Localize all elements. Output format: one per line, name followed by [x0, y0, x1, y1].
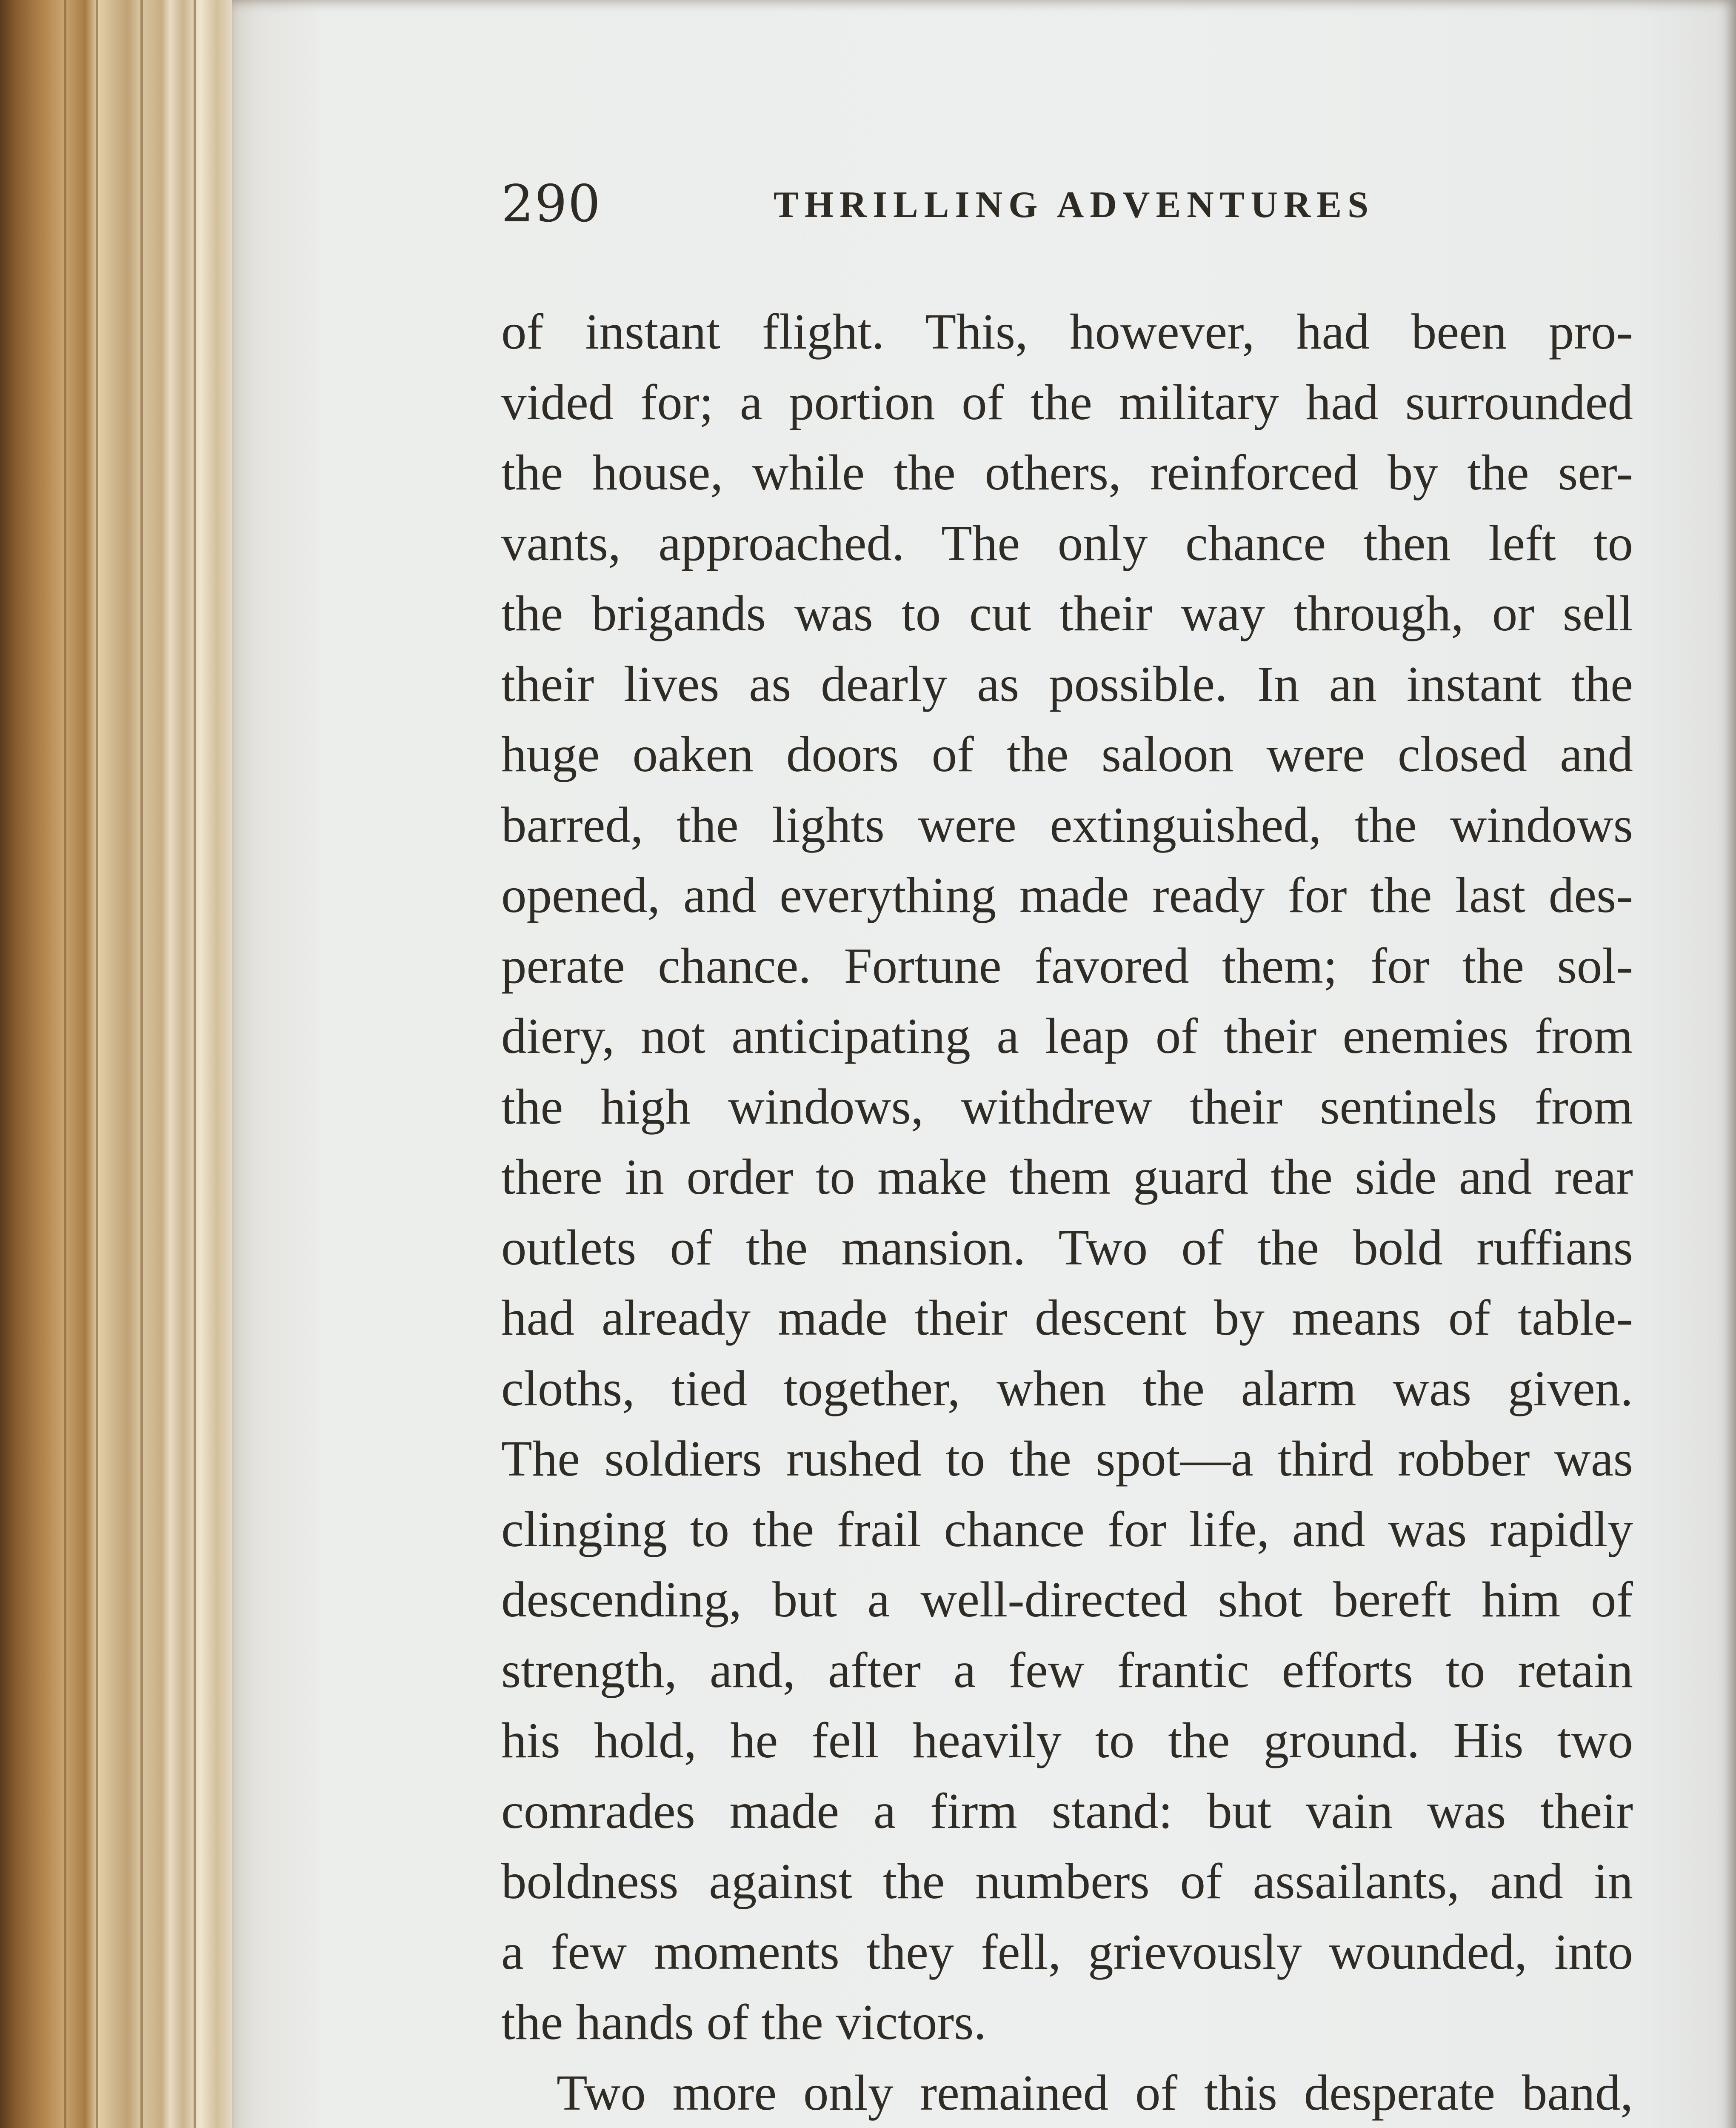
text-line: boldness against the numbers of assailants, and in — [501, 1853, 1633, 1909]
text-line: of instant flight. This, however, had been pro- — [501, 303, 1633, 360]
text-line: there in order to make them guard the side and rear — [501, 1149, 1633, 1205]
paragraph — [501, 2058, 1633, 2128]
page-edge — [96, 0, 98, 2128]
paragraph — [501, 297, 1633, 2058]
text-line: the house, while the others, reinforced by the ser- — [501, 444, 1633, 501]
running-head-title: THRILLING ADVENTURES — [774, 184, 1375, 226]
running-head — [501, 170, 1625, 238]
text-line: vided for; a portion of the military had surrounded — [501, 374, 1633, 430]
text-line: cloths, tied together, when the alarm was given. — [501, 1360, 1633, 1416]
text-line: vants, approached. The only chance then left to — [501, 515, 1633, 571]
text-line: their lives as dearly as possible. In an instant the — [501, 655, 1633, 712]
page-number: 290 — [501, 174, 602, 234]
text-line: opened, and everything made ready for the last des- — [501, 867, 1633, 923]
text-line: had already made their descent by means of table- — [501, 1290, 1633, 1346]
text-line: perate chance. Fortune favored them; for the sol- — [501, 937, 1633, 994]
text-line: a few moments they fell, grievously wounded, into — [501, 1923, 1633, 1980]
text-line: huge oaken doors of the saloon were closed and — [501, 726, 1633, 782]
text-line: the high windows, withdrew their sentinels from — [501, 1078, 1633, 1135]
text-line: comrades made a firm stand: but vain was their — [501, 1782, 1633, 1839]
text-line: descending, but a well-directed shot bereft him of — [501, 1571, 1633, 1627]
text-line: outlets of the mansion. Two of the bold ruffians — [501, 1219, 1633, 1276]
text-line: barred, the lights were extinguished, the windows — [501, 796, 1633, 853]
text-line: Two more only remained of this desperate band, — [557, 2064, 1633, 2121]
page-edge — [140, 0, 143, 2128]
text-line: his hold, he fell heavily to the ground. His two — [501, 1712, 1633, 1768]
text-line: diery, not anticipating a leap of their enemies from — [501, 1008, 1633, 1064]
page-edge — [64, 0, 66, 2128]
text-line: The soldiers rushed to the spot—a third robber was — [501, 1430, 1633, 1487]
text-line: the brigands was to cut their way through, or sell — [501, 585, 1633, 641]
page-edge — [194, 0, 196, 2128]
text-line: strength, and, after a few frantic efforts to retain — [501, 1642, 1633, 1698]
text-line: the hands of the victors. — [501, 1994, 987, 2050]
body-text — [501, 297, 1633, 2128]
text-line: clinging to the frail chance for life, and was rapidly — [501, 1501, 1633, 1557]
